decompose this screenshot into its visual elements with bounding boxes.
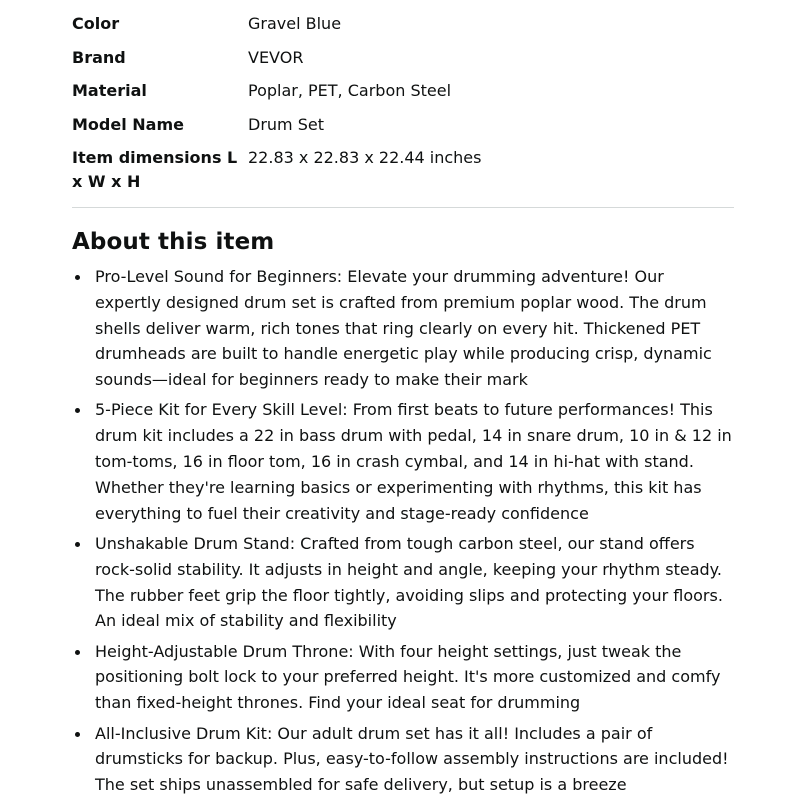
feature-bullet	[72, 721, 734, 798]
spec-value: Poplar, PET, Carbon Steel	[248, 81, 452, 100]
spec-row-model-name	[72, 113, 734, 147]
feature-bullet-text: Pro-Level Sound for Beginners: Elevate your drumming adventure! Our expertly designed drum set is crafted from premium poplar wood. The drum shells deliver warm, rich tones that ring clearly on every hit. Thickened PET drumheads are built to handle energetic play while producing crisp, dynamic sounds—ideal for beginners ready to make their mark	[95, 267, 712, 390]
spec-table	[72, 12, 734, 194]
bullet-dot-icon	[75, 650, 80, 655]
spec-label: Material	[72, 81, 147, 100]
feature-bullet-text: Unshakable Drum Stand: Crafted from tough carbon steel, our stand offers rock-solid stability. It adjusts in height and angle, keeping your rhythm steady. The rubber feet grip the floor tightly, avoiding slips and protecting your floors. An ideal mix of stability and flexibility	[95, 533, 723, 631]
feature-bullet	[72, 639, 734, 716]
product-details	[72, 12, 734, 802]
about-this-item-heading: About this item	[72, 229, 275, 255]
spec-label: Item dimensions L x W x H	[72, 148, 238, 191]
spec-row-brand	[72, 46, 734, 80]
spec-label: Color	[72, 14, 120, 33]
feature-bullet	[72, 264, 734, 393]
spec-value: VEVOR	[248, 47, 304, 67]
spec-value: Gravel Blue	[248, 14, 342, 33]
bullet-dot-icon	[75, 732, 80, 737]
spec-label: Model Name	[72, 114, 184, 134]
spec-row-color	[72, 12, 734, 46]
bullet-dot-icon	[75, 408, 80, 413]
bullet-dot-icon	[75, 542, 80, 547]
feature-bullet-text: All-Inclusive Drum Kit: Our adult drum set has it all! Includes a pair of drumsticks for backup. Plus, easy-to-follow assembly instructions are included! The set ships unassembled for safe delivery, but setup is a breeze	[95, 723, 729, 795]
spec-value: 22.83 x 22.83 x 22.44 inches	[248, 148, 482, 167]
spec-value: Drum Set	[248, 114, 324, 134]
bullet-dot-icon	[75, 275, 80, 280]
section-divider	[72, 207, 734, 208]
feature-bullet-text: Height-Adjustable Drum Throne: With four height settings, just tweak the positioning bolt lock to your preferred height. It's more customized and comfy than fixed-height thrones. Find your ideal seat for drumming	[95, 641, 721, 713]
feature-bullet	[72, 397, 734, 526]
spec-label: Brand	[72, 47, 126, 67]
feature-bullet-text: 5-Piece Kit for Every Skill Level: From first beats to future performances! This drum kit includes a 22 in bass drum with pedal, 14 in snare drum, 10 in & 12 in tom-toms, 16 in floor tom, 16 in crash cymbal, and 14 in hi-hat with stand. Whether they're learning basics or experimenting with rhythms, this kit has everything to fuel their creativity and stage-ready confidence	[95, 400, 732, 523]
feature-bullet-list	[72, 264, 734, 798]
spec-row-item-dimensions	[72, 146, 734, 194]
spec-row-material	[72, 79, 734, 113]
feature-bullet	[72, 531, 734, 634]
